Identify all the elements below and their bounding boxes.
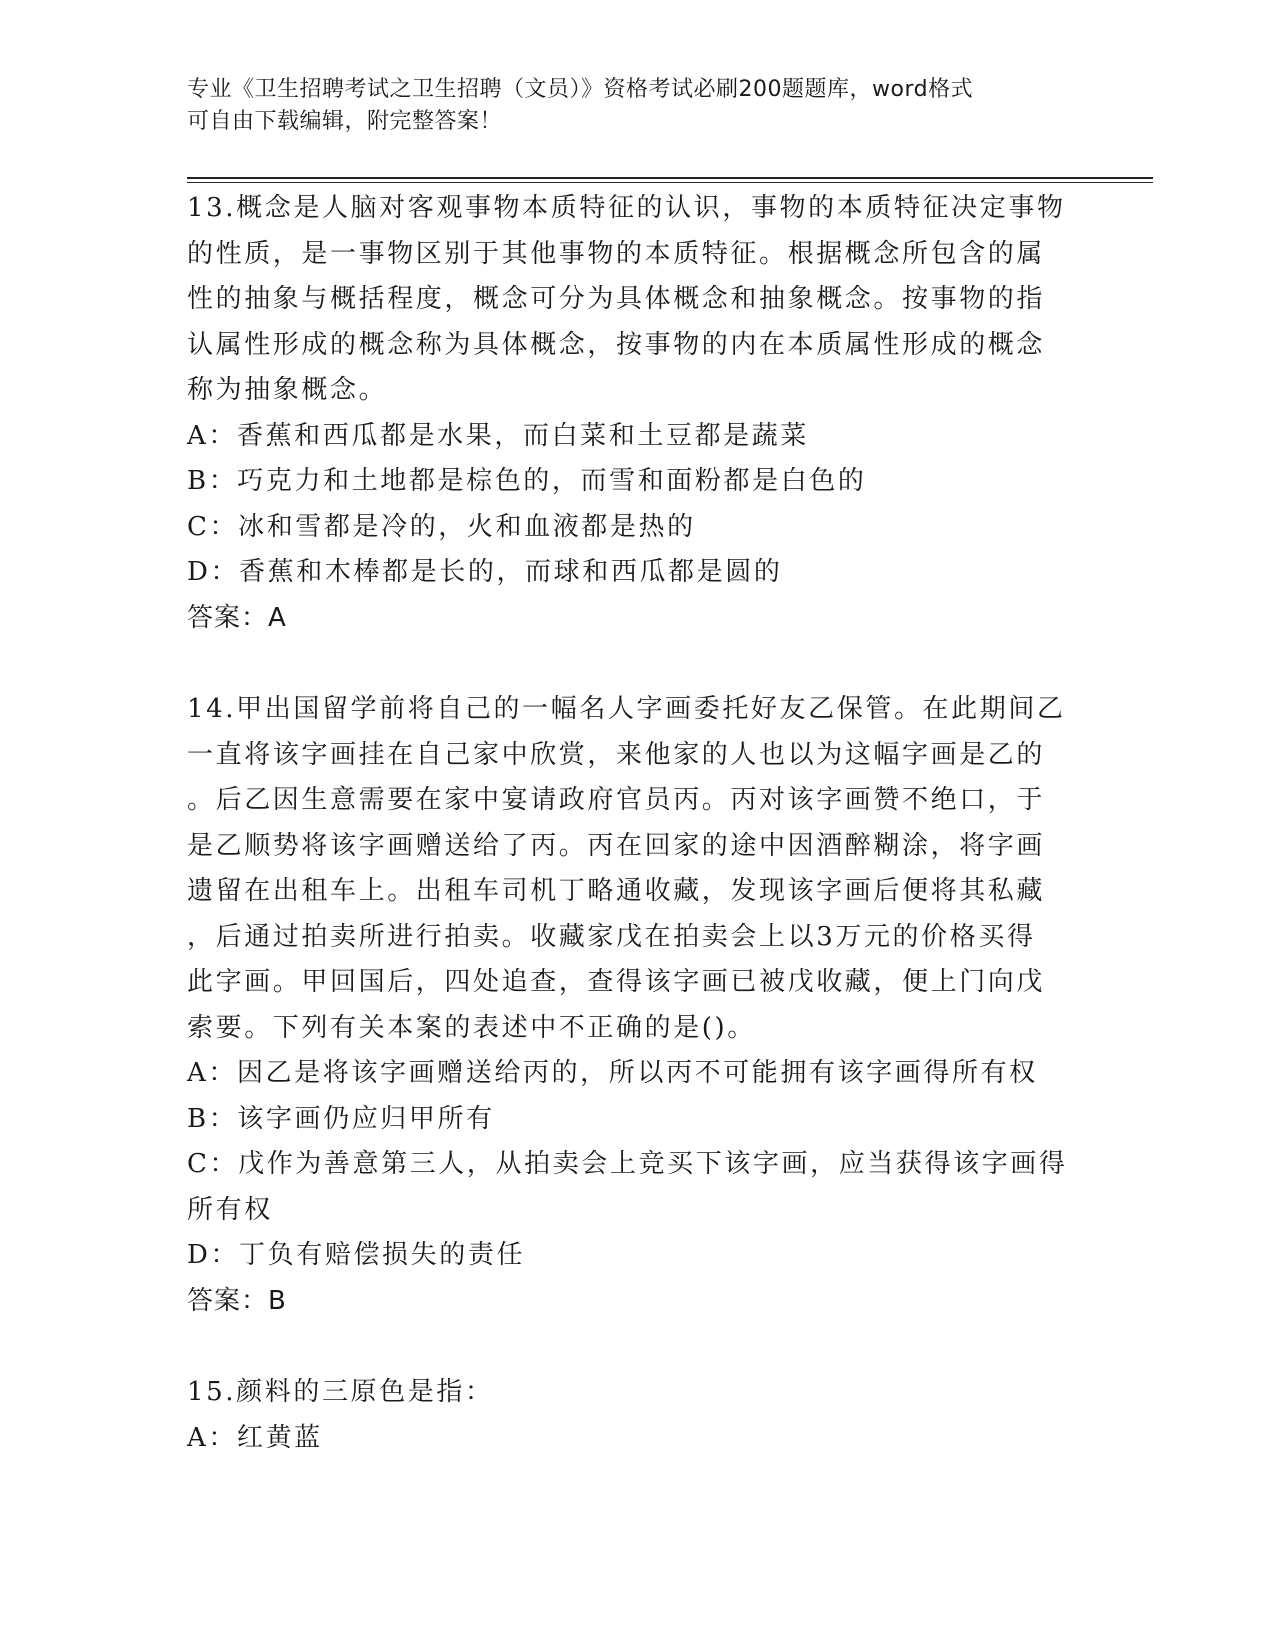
answer-label: 答案：A	[187, 602, 287, 633]
question-stem-line: ，后通过拍卖所进行拍卖。收藏家戊在拍卖会上以3万元的价格买得	[187, 921, 1036, 952]
question-list	[187, 186, 1087, 1461]
question-stem-line: 此字画。甲回国后，四处追查，查得该字画已被戊收藏，便上门向戊	[187, 967, 1046, 997]
option-d: D：丁负有赔偿损失的责任	[187, 1240, 526, 1270]
question-stem-line: 。后乙因生意需要在家中宴请政府官员丙。丙对该字画赞不绝口，于	[187, 785, 1046, 815]
question-stem-line: 索要。下列有关本案的表述中不正确的是()。	[187, 1012, 756, 1043]
option-c-continued: 所有权	[187, 1194, 273, 1225]
option-b: B：巧克力和土地都是棕色的，而雪和面粉都是白色的	[187, 466, 867, 496]
question-15	[187, 1370, 1087, 1461]
option-a: A：红黄蓝	[187, 1422, 323, 1453]
option-a: A：因乙是将该字画赠送给丙的，所以丙不可能拥有该字画得所有权	[187, 1058, 1038, 1088]
question-stem-line: 遗留在出租车上。出租车司机丁略通收藏，发现该字画后便将其私藏	[187, 876, 1046, 906]
question-14	[187, 687, 1087, 1324]
question-stem-line: 的性质，是一事物区别于其他事物的本质特征。根据概念所包含的属	[187, 238, 1046, 269]
question-stem-line: 是乙顺势将该字画赠送给了丙。丙在回家的途中因酒醉糊涂，将字画	[187, 830, 1046, 861]
header-line-1: 专业《卫生招聘考试之卫生招聘（文员）》资格考试必刷200题题库，word格式	[187, 77, 974, 102]
header-line-2: 可自由下载编辑，附完整答案！	[187, 109, 503, 134]
spacer	[187, 1324, 1087, 1370]
option-a: A：香蕉和西瓜都是水果，而白菜和土豆都是蔬菜	[187, 420, 809, 451]
option-c: C：冰和雪都是冷的，火和血液都是热的	[187, 511, 696, 542]
question-stem-line: 性的抽象与概括程度，概念可分为具体概念和抽象概念。按事物的指	[187, 284, 1046, 314]
question-stem-line: 15.颜料的三原色是指：	[187, 1377, 494, 1407]
header-divider-thin	[187, 182, 1153, 183]
question-stem-line: 14.甲出国留学前将自己的一幅名人字画委托好友乙保管。在此期间乙	[187, 694, 1066, 724]
question-stem-line: 认属性形成的概念称为具体概念，按事物的内在本质属性形成的概念	[187, 329, 1046, 360]
question-stem-line: 13.概念是人脑对客观事物本质特征的认识，事物的本质特征决定事物	[187, 193, 1066, 223]
question-stem-line: 一直将该字画挂在自己家中欣赏，来他家的人也以为这幅字画是乙的	[187, 739, 1046, 770]
document-header	[187, 74, 1067, 138]
option-b: B：该字画仍应归甲所有	[187, 1103, 495, 1134]
question-stem-line: 称为抽象概念。	[187, 375, 388, 405]
option-d: D：香蕉和木棒都是长的，而球和西瓜都是圆的	[187, 557, 783, 587]
option-c: C：戊作为善意第三人，从拍卖会上竞买下该字画，应当获得该字画得	[187, 1149, 1068, 1179]
question-13	[187, 186, 1087, 641]
header-divider-thick	[187, 177, 1153, 179]
answer-label: 答案：B	[187, 1285, 287, 1316]
spacer	[187, 641, 1087, 687]
